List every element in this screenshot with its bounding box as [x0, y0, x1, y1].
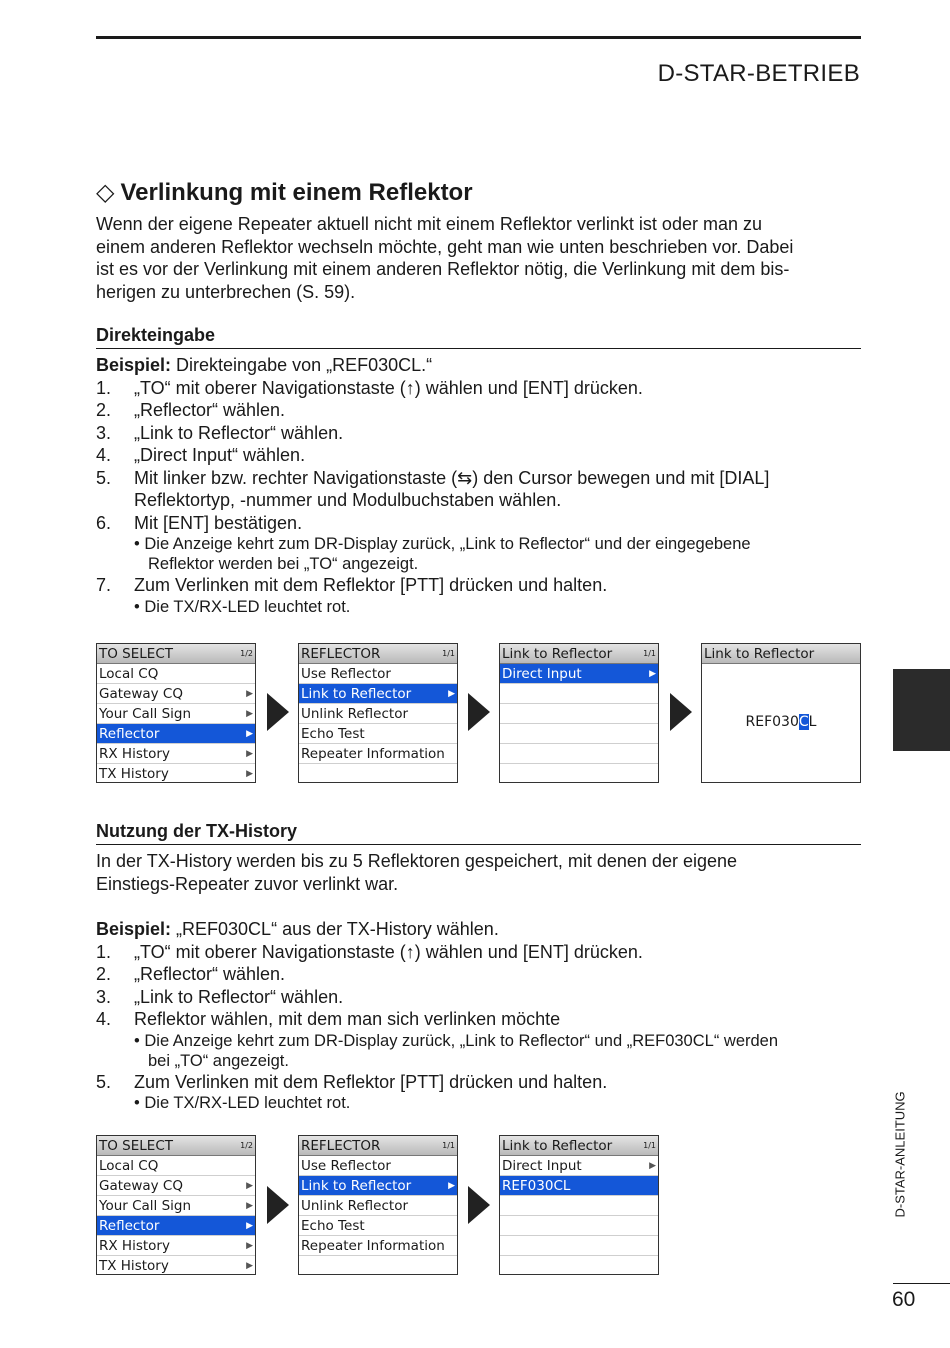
- menu-item[interactable]: Repeater Information: [299, 744, 457, 764]
- chevron-right-icon: ▶: [448, 1180, 455, 1191]
- menu-item-selected[interactable]: Reflector ▶: [97, 724, 255, 744]
- arrow-right-icon: [670, 693, 692, 731]
- screen-page: 1/1: [442, 1141, 455, 1150]
- menu-item[interactable]: Gateway CQ ▶: [97, 1176, 255, 1196]
- intro-line: Wenn der eigene Repeater aktuell nicht mit einem Reflektor verlinkt ist oder man zu: [96, 214, 762, 234]
- side-rule: [893, 1283, 950, 1284]
- diamond-icon: ◇: [96, 179, 115, 206]
- empty-row: [500, 1236, 658, 1256]
- intro-line: herigen zu unterbrechen (S. 59).: [96, 281, 356, 302]
- step: 4. Reflektor wählen, mit dem man sich verlinken möchte: [96, 1009, 561, 1029]
- bullet-note: • Die TX/RX-LED leuchtet rot.: [134, 597, 351, 616]
- chevron-right-icon: ▶: [246, 1260, 253, 1271]
- chevron-right-icon: ▶: [246, 1180, 253, 1191]
- intro-line: einem anderen Reflektor wechseln möchte, geht man wie unten beschrieben vor. Dabei: [96, 236, 794, 257]
- screen-title: Link to Reflector: [704, 645, 815, 662]
- screen-page: 1/1: [643, 649, 656, 658]
- step: 5. Mit linker bzw. rechter Navigationstaste (⇆) den Cursor bewegen und mit [DIAL]: [96, 467, 770, 488]
- screen-reflector: [298, 643, 458, 783]
- screen-page: 1/1: [442, 649, 455, 658]
- chevron-right-icon: ▶: [448, 688, 455, 699]
- header-rule: [96, 36, 861, 39]
- empty-row: [500, 704, 658, 724]
- reflector-input-field[interactable]: REF030CL: [745, 714, 817, 730]
- chevron-right-icon: ▶: [246, 688, 253, 699]
- menu-item[interactable]: RX History ▶: [97, 1236, 255, 1256]
- screen-title: REFLECTOR: [301, 1137, 381, 1154]
- intro-line: Einstiegs-Repeater zuvor verlinkt war.: [96, 873, 399, 894]
- menu-item[interactable]: TX History ▶: [97, 1256, 255, 1275]
- menu-item-selected[interactable]: REF030CL: [500, 1176, 658, 1196]
- subheading-history: Nutzung der TX-History: [96, 821, 861, 845]
- step: 4. „Direct Input“ wählen.: [96, 445, 306, 465]
- chevron-right-icon: ▶: [649, 1160, 656, 1171]
- bullet-note: Reflektor werden bei „TO“ angezeigt.: [148, 555, 419, 573]
- menu-item[interactable]: Use Reflector: [299, 1156, 457, 1176]
- arrow-right-icon: [468, 693, 490, 731]
- intro-line: In der TX-History werden bis zu 5 Reflektoren gespeichert, mit denen der eigene: [96, 851, 738, 871]
- step-continuation: Reflektortyp, -nummer und Modulbuchstaben wählen.: [134, 490, 562, 510]
- screen-title: Link to Reflector: [502, 645, 613, 662]
- step: 2. „Reflector“ wählen.: [96, 400, 286, 420]
- step: 5. Zum Verlinken mit dem Reflektor [PTT] drücken und halten.: [96, 1071, 608, 1092]
- step: 7. Zum Verlinken mit dem Reflektor [PTT] drücken und halten.: [96, 575, 608, 595]
- arrow-right-icon: [267, 1186, 289, 1224]
- page-number: 60: [892, 1288, 916, 1311]
- screen-link-menu: [499, 643, 659, 783]
- history-intro: [96, 850, 856, 895]
- example-line: [96, 918, 861, 941]
- menu-item-selected[interactable]: Link to Reflector ▶: [299, 684, 457, 704]
- step: 1. „TO“ mit oberer Navigationstaste (↑) wählen und [ENT] drücken.: [96, 941, 643, 962]
- menu-item[interactable]: Local CQ: [97, 1156, 255, 1176]
- step: 1. „TO“ mit oberer Navigationstaste (↑) wählen und [ENT] drücken.: [96, 377, 643, 398]
- chapter-tab: [893, 669, 950, 751]
- chevron-right-icon: ▶: [246, 768, 253, 779]
- empty-row: [500, 744, 658, 764]
- subheading-direct: Direkteingabe: [96, 325, 861, 349]
- screen-to-select: [96, 643, 256, 783]
- screen-page: 1/1: [643, 1141, 656, 1150]
- empty-row: [500, 1196, 658, 1216]
- step: 2. „Reflector“ wählen.: [96, 964, 286, 984]
- empty-row: [500, 684, 658, 704]
- menu-item-selected[interactable]: Reflector ▶: [97, 1216, 255, 1236]
- screen-to-select-2: [96, 1135, 256, 1275]
- menu-item[interactable]: Your Call Sign ▶: [97, 704, 255, 724]
- menu-item-selected[interactable]: Link to Reflector ▶: [299, 1176, 457, 1196]
- bullet-note: • Die Anzeige kehrt zum DR-Display zurück, „Link to Reflector“ und der eingegebene: [134, 535, 751, 553]
- screen-page: 1/2: [240, 1141, 253, 1150]
- menu-item[interactable]: Direct Input ▶: [500, 1156, 658, 1176]
- menu-item[interactable]: Unlink Reflector: [299, 1196, 457, 1216]
- bullet-note: bei „TO“ angezeigt.: [148, 1051, 289, 1070]
- chevron-right-icon: ▶: [246, 1240, 253, 1251]
- screen-title: Link to Reflector: [502, 1137, 613, 1154]
- chevron-right-icon: ▶: [246, 1220, 253, 1231]
- intro-line: ist es vor der Verlinkung mit einem anderen Reflektor nötig, die Verlinkung mit dem bis-: [96, 259, 790, 279]
- menu-item[interactable]: Repeater Information: [299, 1236, 457, 1256]
- bullet-note: • Die Anzeige kehrt zum DR-Display zurück, „Link to Reflector“ und „REF030CL“ werden: [134, 1031, 779, 1050]
- screen-title: REFLECTOR: [301, 645, 381, 662]
- empty-row: [500, 1216, 658, 1236]
- screen-link-input: [701, 643, 861, 783]
- chevron-right-icon: ▶: [246, 728, 253, 739]
- screen-reflector-2: [298, 1135, 458, 1275]
- chevron-right-icon: ▶: [246, 708, 253, 719]
- section-title: [96, 178, 473, 207]
- menu-item[interactable]: Echo Test: [299, 724, 457, 744]
- screen-title: TO SELECT: [99, 1137, 173, 1154]
- bullet-note: • Die TX/RX-LED leuchtet rot.: [134, 1094, 351, 1112]
- step: 3. „Link to Reflector“ wählen.: [96, 422, 344, 443]
- text-cursor: C: [798, 714, 809, 730]
- menu-item[interactable]: Unlink Reflector: [299, 704, 457, 724]
- menu-item[interactable]: Echo Test: [299, 1216, 457, 1236]
- example-text: „REF030CL“ aus der TX-History wählen.: [171, 919, 499, 939]
- direct-steps: [96, 354, 861, 617]
- intro-paragraph: [96, 213, 856, 303]
- section-title-text: Verlinkung mit einem Reflektor: [120, 179, 473, 206]
- arrow-right-icon: [267, 693, 289, 731]
- screen-title: TO SELECT: [99, 645, 173, 662]
- menu-item[interactable]: TX History ▶: [97, 764, 255, 783]
- example-text: Direkteingabe von „REF030CL.“: [171, 355, 433, 375]
- menu-item[interactable]: Your Call Sign ▶: [97, 1196, 255, 1216]
- menu-item[interactable]: Gateway CQ ▶: [97, 684, 255, 704]
- chevron-right-icon: ▶: [246, 1200, 253, 1211]
- empty-row: [500, 724, 658, 744]
- menu-item-selected[interactable]: Direct Input ▶: [500, 664, 658, 684]
- history-steps: [96, 918, 861, 1113]
- example-line: [96, 354, 861, 377]
- chevron-right-icon: ▶: [649, 668, 656, 679]
- screen-page: 1/2: [240, 649, 253, 658]
- side-label: D-STAR-ANLEITUNG: [892, 1091, 908, 1218]
- example-label: Beispiel:: [96, 919, 172, 939]
- menu-item[interactable]: Use Reflector: [299, 664, 457, 684]
- chevron-right-icon: ▶: [246, 748, 253, 759]
- step: 3. „Link to Reflector“ wählen.: [96, 986, 344, 1007]
- menu-item[interactable]: Local CQ: [97, 664, 255, 684]
- menu-item[interactable]: RX History ▶: [97, 744, 255, 764]
- chapter-title: D-STAR-BETRIEB: [657, 60, 860, 87]
- arrow-right-icon: [468, 1186, 490, 1224]
- example-label: Beispiel:: [96, 355, 172, 375]
- step: 6. Mit [ENT] bestätigen.: [96, 512, 303, 533]
- screen-link-history: [499, 1135, 659, 1275]
